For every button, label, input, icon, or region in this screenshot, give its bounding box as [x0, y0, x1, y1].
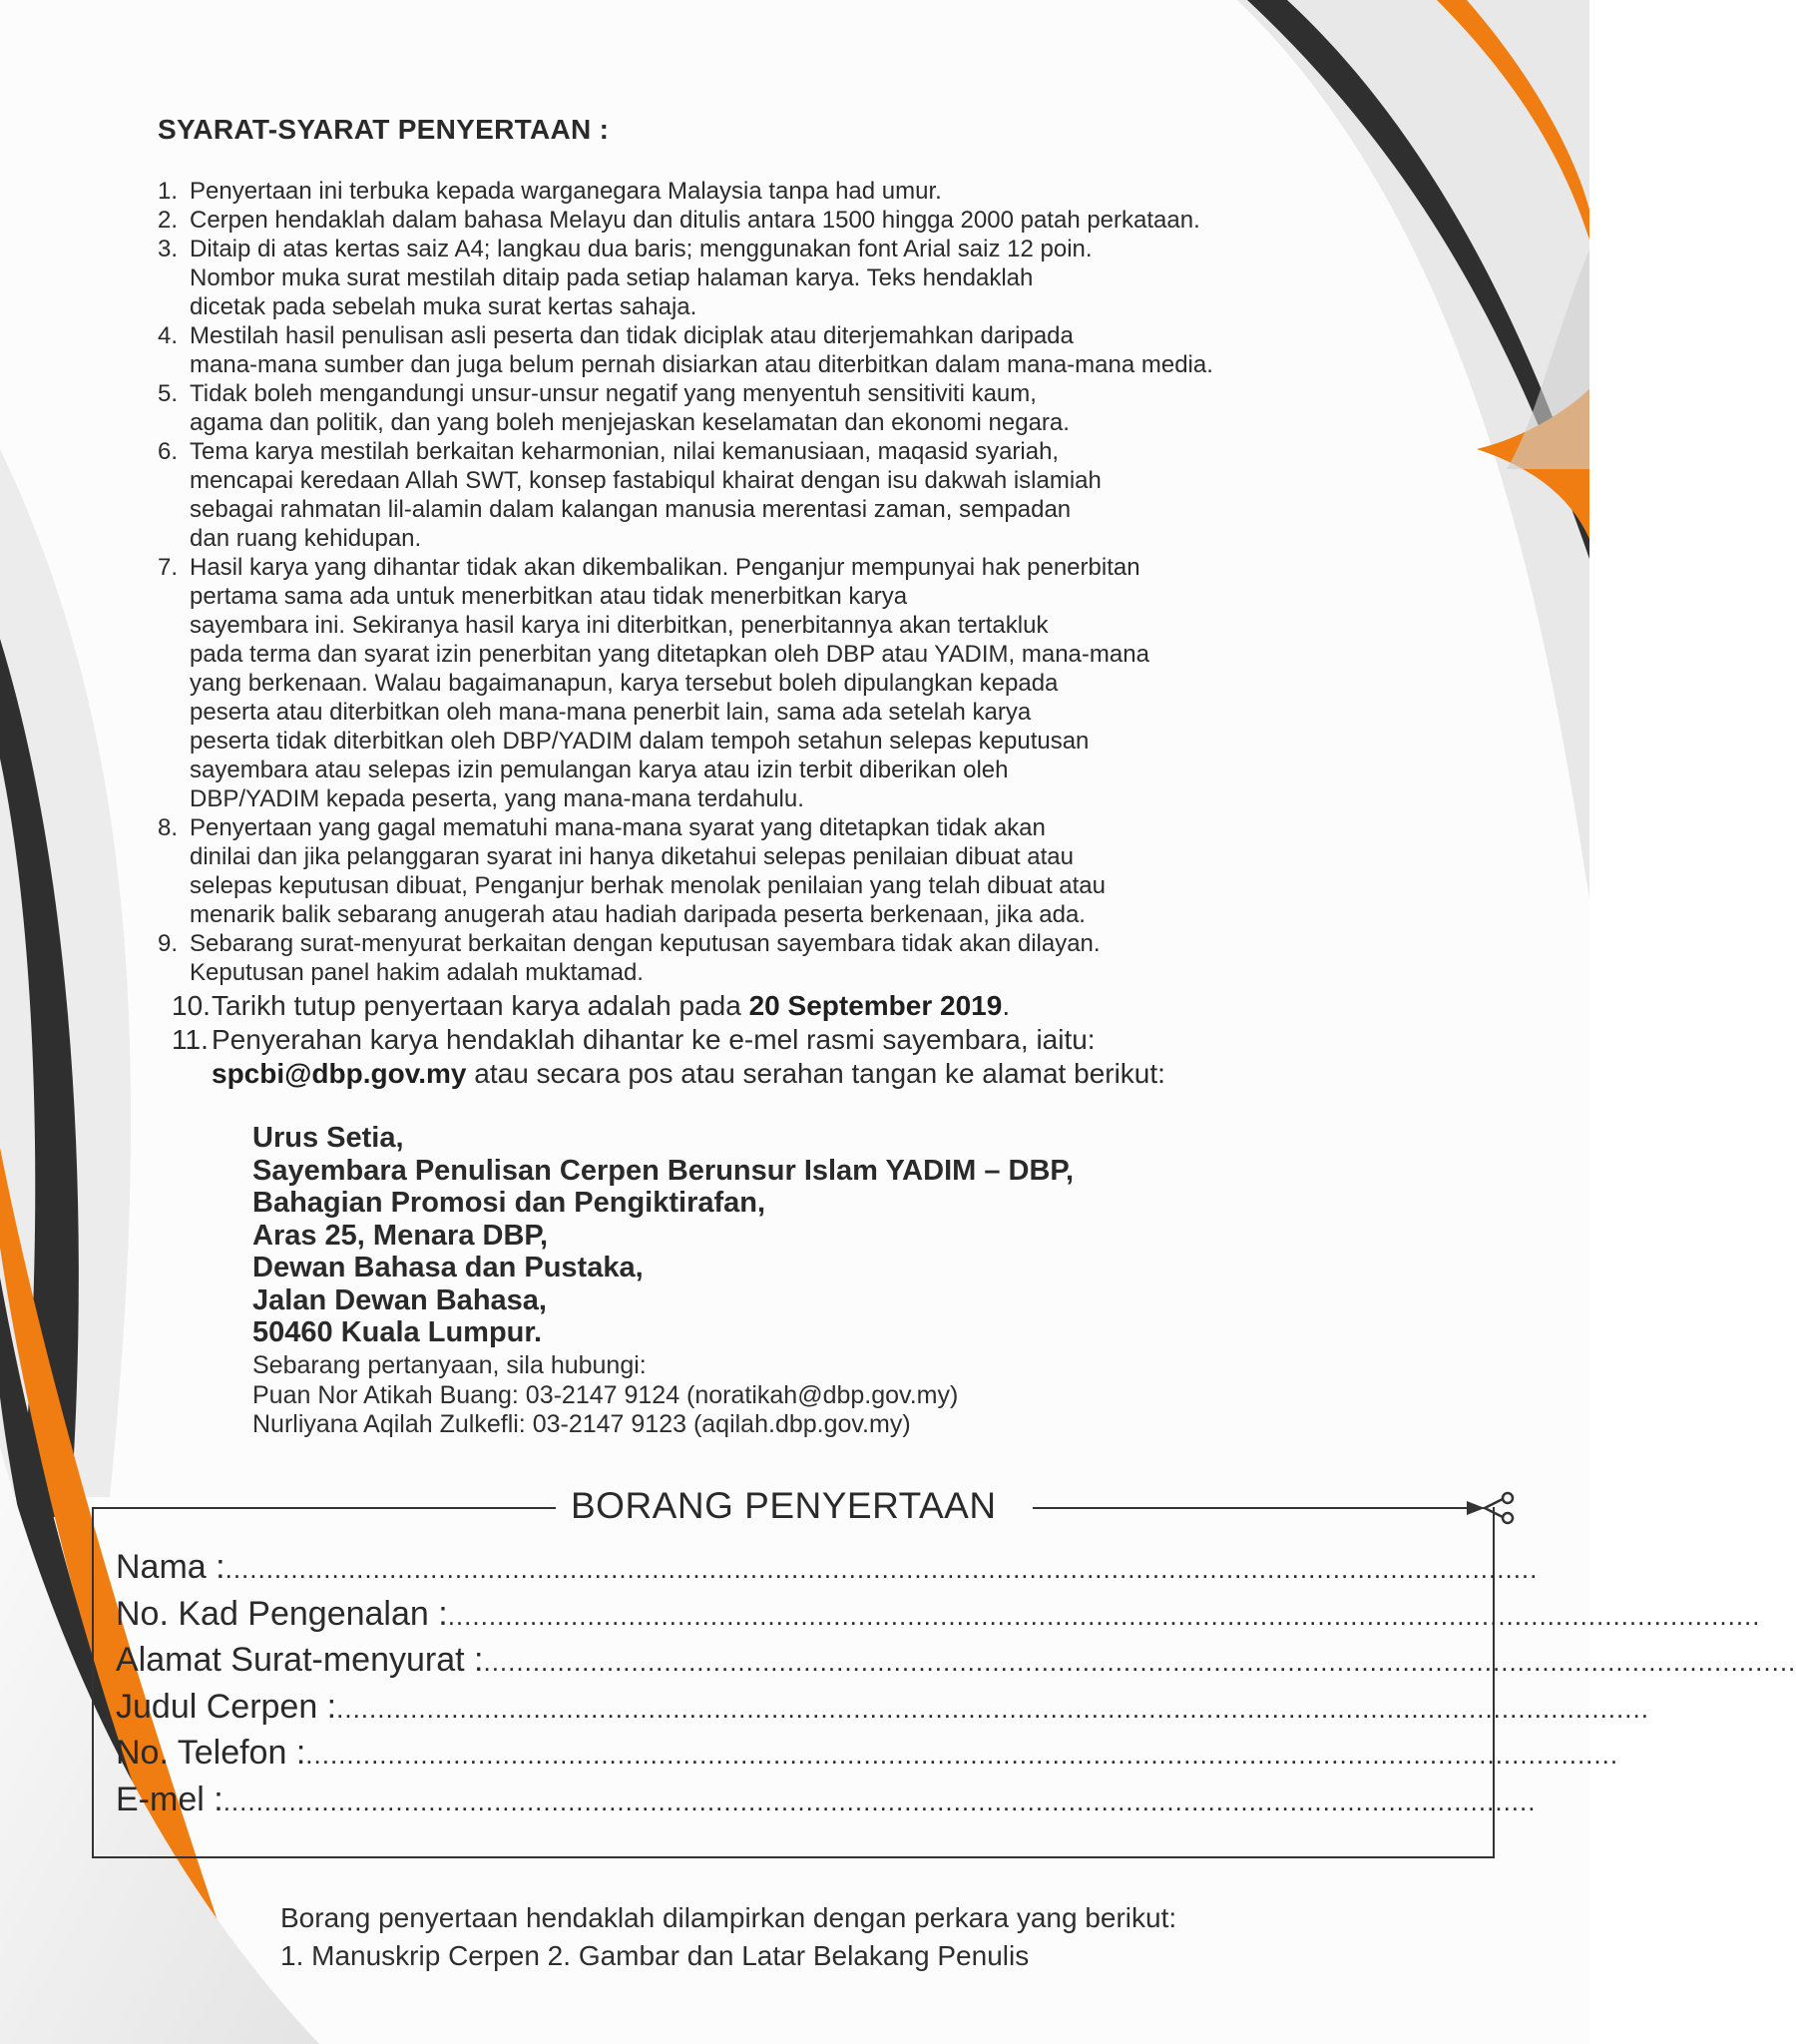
- form-field-dotted-line[interactable]: ................................................................................................................................................................: [447, 1600, 1761, 1631]
- term-line: peserta atau diterbitkan oleh mana-mana penerbit lain, sama ada setelah karya: [190, 699, 1032, 726]
- contact-info: [252, 1351, 958, 1440]
- term-line: menarik balik sebarang anugerah atau hadiah daripada peserta berkenaan, jika ada.: [190, 901, 1086, 928]
- term-line: Tema karya mestilah berkaitan keharmonian, nilai kemanusiaan, maqasid syariah,: [190, 438, 1060, 465]
- term-line: dicetak pada sebelah muka surat kertas sahaja.: [190, 293, 697, 320]
- form-field-row[interactable]: [116, 1638, 1796, 1685]
- term-line: Nombor muka surat mestilah ditaip pada setiap halaman karya. Teks hendaklah: [190, 264, 1034, 291]
- term-line: selepas keputusan dibuat, Penganjur berhak menolak penilaian yang telah dibuat atau: [190, 872, 1106, 899]
- term-item-1: 1. Penyertaan ini terbuka kepada warganegara Malaysia tanpa had umur.: [158, 177, 1455, 206]
- term-line: dan ruang kehidupan.: [190, 525, 422, 552]
- section-heading: SYARAT-SYARAT PENYERTAAN :: [158, 114, 610, 145]
- closing-date: 20 September 2019: [748, 990, 1003, 1021]
- term-line: Tidak boleh mengandungi unsur-unsur negatif yang menyentuh sensitiviti kaum,: [190, 380, 1037, 407]
- form-field-row[interactable]: [116, 1685, 1649, 1732]
- term-line: mencapai keredaan Allah SWT, konsep fastabiqul khairat dengan isu dakwah islamiah: [190, 467, 1102, 494]
- term-item-5: 5. Tidak boleh mengandungi unsur-unsur negatif yang menyentuh sensitiviti kaum, agama dan politik, dan yang boleh menjejaskan keselamatan dan ekonomi negara.: [158, 379, 1455, 437]
- form-border-top-right: [1033, 1507, 1472, 1509]
- term-line: yang berkenaan. Walau bagaimanapun, karya tersebut boleh dipulangkan kepada: [190, 670, 1059, 697]
- terms-list-continued: [172, 989, 1469, 1091]
- footer-note: [280, 1899, 1176, 1975]
- term-line: Ditaip di atas kertas saiz A4; langkau dua baris; menggunakan font Arial saiz 12 poin.: [190, 236, 1093, 262]
- form-field-dotted-line[interactable]: ................................................................................................................................................................: [305, 1740, 1619, 1770]
- form-field-dotted-line[interactable]: ................................................................................................................................................................: [483, 1647, 1796, 1677]
- term-item-9: 9. Sebarang surat-menyurat berkaitan dengan keputusan sayembara tidak akan dilayan. Keputusan panel hakim adalah muktamad.: [158, 929, 1455, 987]
- term-line: sebagai rahmatan lil-alamin dalam kalangan manusia merentasi zaman, sempadan: [190, 496, 1072, 523]
- address-line: Jalan Dewan Bahasa,: [252, 1283, 547, 1316]
- form-field-row[interactable]: [116, 1731, 1619, 1778]
- form-field-label: Alamat Surat-menyurat :: [116, 1641, 484, 1679]
- address-line: Bahagian Promosi dan Pengiktirafan,: [252, 1187, 766, 1219]
- address-line: Dewan Bahasa dan Pustaka,: [252, 1252, 644, 1283]
- term-line: Hasil karya yang dihantar tidak akan dikembalikan. Penganjur mempunyai hak penerbitan: [190, 554, 1140, 581]
- term-item-2: 2. Cerpen hendaklah dalam bahasa Melayu dan ditulis antara 1500 hingga 2000 patah perkataan.: [158, 206, 1455, 235]
- contact-line: Sebarang pertanyaan, sila hubungi:: [252, 1351, 647, 1379]
- form-field-row[interactable]: [116, 1545, 1539, 1592]
- address-line: Urus Setia,: [252, 1122, 404, 1154]
- form-fields: [116, 1545, 1796, 1823]
- term-line: pada terma dan syarat izin penerbitan yang ditetapkan oleh DBP atau YADIM, mana-mana: [190, 641, 1149, 668]
- term-line: Sebarang surat-menyurat berkaitan dengan keputusan sayembara tidak akan dilayan.: [190, 930, 1101, 957]
- form-field-label: No. Kad Pengenalan :: [116, 1594, 448, 1633]
- term-item-11: 11. Penyerahan karya hendaklah dihantar ke e-mel rasmi sayembara, iaitu: spcbi@dbp.gov.my atau secara pos atau serahan tangan ke alamat berikut:: [172, 1024, 1165, 1089]
- term-item-4: 4. Mestilah hasil penulisan asli peserta dan tidak diciplak atau diterjemahkan daripada mana-mana sumber dan juga belum pernah disiarkan atau diterbitkan dalam mana-mana media.: [158, 321, 1455, 379]
- form-field-dotted-line[interactable]: ................................................................................................................................................................: [224, 1554, 1539, 1584]
- term-line: mana-mana sumber dan juga belum pernah disiarkan atau diterbitkan dalam mana-mana media.: [190, 351, 1213, 378]
- address-line: Aras 25, Menara DBP,: [252, 1219, 549, 1252]
- footer-line: Borang penyertaan hendaklah dilampirkan dengan perkara yang berikut:: [280, 1902, 1177, 1933]
- term-item-6: 6. Tema karya mestilah berkaitan keharmonian, nilai kemanusiaan, maqasid syariah, mencapai keredaan Allah SWT, konsep fastabiqul khairat dengan isu dakwah islamiah sebagai rahmatan lil-alamin dalam kalangan manusia merentasi zaman, sempadan dan ruang kehidupan.: [158, 437, 1455, 553]
- term-item-10: 10. Tarikh tutup penyertaan karya adalah pada 20 September 2019.: [172, 990, 1011, 1021]
- form-field-label: E-mel :: [116, 1780, 224, 1818]
- term-item-8: 8. Penyertaan yang gagal mematuhi mana-mana syarat yang ditetapkan tidak akan dinilai dan jika pelanggaran syarat ini hanya diketahui selepas penilaian dibuat atau selepas keputusan dibuat, Penganjur berhak menolak penilaian yang telah dibuat atau menarik balik sebarang anugerah atau hadiah daripada peserta berkenaan, jika ada.: [158, 813, 1455, 929]
- contact-line: Nurliyana Aqilah Zulkefli: 03-2147 9123 (aqilah.dbp.gov.my): [252, 1410, 911, 1438]
- term-line: Penyertaan ini terbuka kepada warganegara Malaysia tanpa had umur.: [190, 178, 942, 205]
- form-field-label: Nama :: [116, 1548, 225, 1586]
- form-field-dotted-line[interactable]: ................................................................................................................................................................: [223, 1786, 1537, 1816]
- term-item-3: 3. Ditaip di atas kertas saiz A4; langkau dua baris; menggunakan font Arial saiz 12 poin. Nombor muka surat mestilah ditaip pada setiap halaman karya. Teks hendaklah dicetak pada sebelah muka surat kertas sahaja.: [158, 235, 1455, 321]
- mailing-address: [252, 1122, 1074, 1349]
- form-field-row[interactable]: [116, 1778, 1537, 1824]
- term-item-7: 7. Hasil karya yang dihantar tidak akan dikembalikan. Penganjur mempunyai hak penerbitan pertama sama ada untuk menerbitkan atau tidak menerbitkan karya sayembara ini. Sekiranya hasil karya ini diterbitkan, penerbitannya akan tertakluk pada terma dan syarat izin penerbitan yang ditetapkan oleh DBP atau YADIM, mana-mana yang berkenaan. Walau bagaimanapun, karya tersebut boleh dipulangkan kepada peserta atau diterbitkan oleh mana-mana penerbit lain, sama ada setelah karya peserta tidak diterbitkan oleh DBP/YADIM dalam tempoh setahun selepas keputusan sayembara atau selepas izin pemulangan karya atau izin terbit diberikan oleh DBP/YADIM kepada peserta, yang mana-mana terdahulu.: [158, 553, 1455, 813]
- form-title: BORANG PENYERTAAN: [571, 1485, 997, 1526]
- term-line: Penyertaan yang gagal mematuhi mana-mana syarat yang ditetapkan tidak akan: [190, 814, 1046, 841]
- term-line: Keputusan panel hakim adalah muktamad.: [190, 959, 644, 986]
- footer-line: 1. Manuskrip Cerpen 2. Gambar dan Latar Belakang Penulis: [280, 1940, 1030, 1971]
- term-line: peserta tidak diterbitkan oleh DBP/YADIM dalam tempoh setahun selepas keputusan: [190, 728, 1090, 755]
- term-line: dinilai dan jika pelanggaran syarat ini hanya diketahui selepas penilaian dibuat atau: [190, 843, 1074, 870]
- term-line: agama dan politik, dan yang boleh menjejaskan keselamatan dan ekonomi negara.: [190, 409, 1070, 436]
- form-field-row[interactable]: [116, 1592, 1761, 1639]
- form-field-label: No. Telefon :: [116, 1734, 306, 1772]
- form-field-dotted-line[interactable]: ................................................................................................................................................................: [336, 1693, 1649, 1724]
- form-border-top-left: [92, 1507, 556, 1509]
- term-line: pertama sama ada untuk menerbitkan atau tidak menerbitkan karya: [190, 583, 908, 610]
- scissors-icon: [1447, 1491, 1517, 1525]
- contact-line: Puan Nor Atikah Buang: 03-2147 9124 (noratikah@dbp.gov.my): [252, 1380, 959, 1409]
- term-line: sayembara ini. Sekiranya hasil karya ini diterbitkan, penerbitannya akan tertakluk: [190, 612, 1049, 639]
- term-line: Mestilah hasil penulisan asli peserta dan tidak diciplak atau diterjemahkan daripada: [190, 322, 1074, 349]
- address-line: 50460 Kuala Lumpur.: [252, 1316, 543, 1348]
- terms-list: [158, 177, 1455, 987]
- term-line: DBP/YADIM kepada peserta, yang mana-mana terdahulu.: [190, 785, 804, 812]
- term-line: Cerpen hendaklah dalam bahasa Melayu dan ditulis antara 1500 hingga 2000 patah perkataan.: [190, 207, 1200, 234]
- address-line: Sayembara Penulisan Cerpen Berunsur Islam YADIM – DBP,: [252, 1154, 1075, 1187]
- form-field-label: Judul Cerpen :: [116, 1687, 337, 1726]
- submission-email[interactable]: spcbi@dbp.gov.my: [212, 1058, 467, 1089]
- term-line: sayembara atau selepas izin pemulangan karya atau izin terbit diberikan oleh: [190, 757, 1009, 783]
